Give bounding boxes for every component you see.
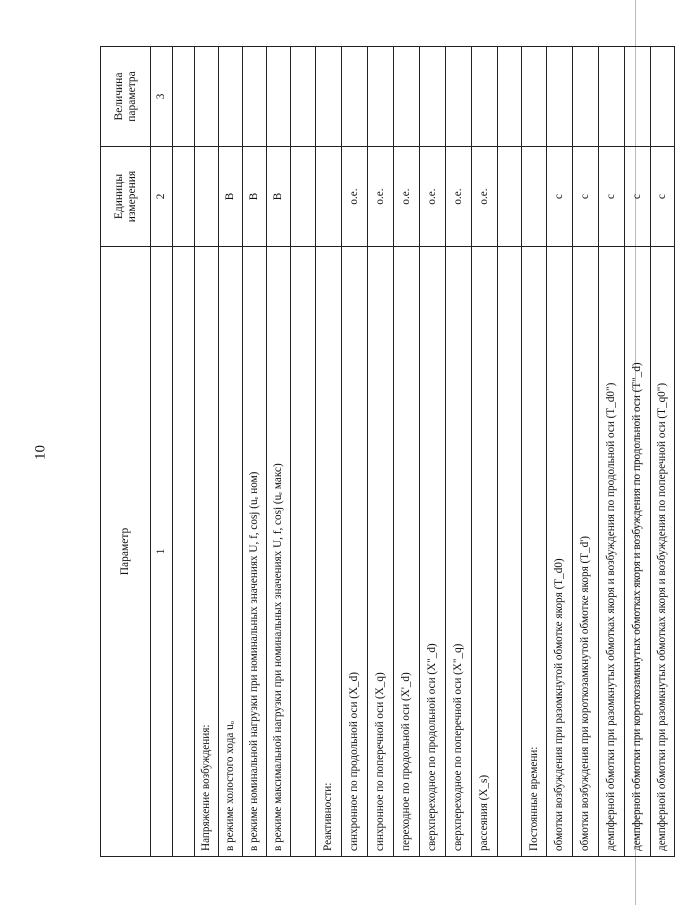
unit-cell: с	[651, 147, 675, 247]
value-cell	[219, 47, 243, 147]
table-row	[522, 47, 547, 857]
unit-cell: с	[573, 147, 599, 247]
table-body	[173, 47, 675, 857]
value-cell	[599, 47, 625, 147]
value-cell	[368, 47, 394, 147]
unit-cell: о.е.	[472, 147, 498, 247]
value-cell	[573, 47, 599, 147]
unit-cell: В	[267, 147, 291, 247]
param-cell: в режиме холостого хода uₒ	[219, 247, 243, 857]
value-cell	[498, 47, 522, 147]
header-parameter: Параметр	[101, 247, 151, 857]
param-cell: демпферной обмотки при разомкнутых обмотках якоря и возбуждения по продольной оси (T_d0")	[599, 247, 625, 857]
table-row	[599, 47, 625, 857]
param-cell	[173, 247, 195, 857]
unit-cell	[173, 147, 195, 247]
table-row	[267, 47, 291, 857]
unit-cell	[316, 147, 342, 247]
column-number: 2	[151, 147, 173, 247]
value-cell	[316, 47, 342, 147]
unit-cell: о.е.	[342, 147, 368, 247]
param-cell: Постоянные времени:	[522, 247, 547, 857]
param-cell	[291, 247, 316, 857]
unit-cell	[522, 147, 547, 247]
header-value: Величина параметра	[101, 47, 151, 147]
value-cell	[651, 47, 675, 147]
param-cell: сверхпереходное по поперечной оси (X"_q)	[446, 247, 472, 857]
table-row	[243, 47, 267, 857]
value-cell	[446, 47, 472, 147]
param-cell: демпферной обмотки при короткозамкнутых обмотках якоря и возбуждения по продольной оси (T"_d)	[625, 247, 651, 857]
table-row	[420, 47, 446, 857]
param-cell: обмотки возбуждения при короткозамкнутой обмотке якоря (T_d')	[573, 247, 599, 857]
unit-cell: В	[243, 147, 267, 247]
value-cell	[267, 47, 291, 147]
param-cell: сверхпереходное по продольной оси (X"_d)	[420, 247, 446, 857]
table-row	[498, 47, 522, 857]
column-number: 3	[151, 47, 173, 147]
param-cell: в режиме номинальной нагрузки при номинальных значениях U, f, cosj (uₑ ном)	[243, 247, 267, 857]
value-cell	[291, 47, 316, 147]
value-cell	[173, 47, 195, 147]
unit-cell: о.е.	[420, 147, 446, 247]
table-row	[573, 47, 599, 857]
value-cell	[195, 47, 219, 147]
param-cell: Напряжение возбуждения:	[195, 247, 219, 857]
unit-cell: В	[219, 147, 243, 247]
table-row	[446, 47, 472, 857]
unit-cell: о.е.	[394, 147, 420, 247]
table-row	[625, 47, 651, 857]
value-cell	[522, 47, 547, 147]
param-cell: переходное по продольной оси (X'_d)	[394, 247, 420, 857]
parameters-table	[100, 46, 675, 857]
table-row	[219, 47, 243, 857]
param-cell	[498, 247, 522, 857]
param-cell: синхронное по поперечной оси (X_q)	[368, 247, 394, 857]
page-number: 10	[32, 445, 49, 460]
column-number-row	[151, 47, 173, 857]
table-row	[316, 47, 342, 857]
value-cell	[472, 47, 498, 147]
rotated-table-wrapper	[100, 47, 669, 857]
value-cell	[625, 47, 651, 147]
table-row	[342, 47, 368, 857]
table-row	[291, 47, 316, 857]
table-row	[195, 47, 219, 857]
unit-cell	[291, 147, 316, 247]
param-cell: обмотки возбуждения при разомкнутой обмотке якоря (T_d0)	[547, 247, 573, 857]
param-cell: синхронное по продольной оси (X_d)	[342, 247, 368, 857]
param-cell: в режиме максимальной нагрузки при номинальных значениях U, f, cosj (uₑ макс)	[267, 247, 291, 857]
value-cell	[342, 47, 368, 147]
value-cell	[243, 47, 267, 147]
header-row	[101, 47, 151, 857]
unit-cell: с	[547, 147, 573, 247]
value-cell	[394, 47, 420, 147]
unit-cell: с	[599, 147, 625, 247]
table-row	[651, 47, 675, 857]
unit-cell: о.е.	[446, 147, 472, 247]
table-row	[472, 47, 498, 857]
value-cell	[420, 47, 446, 147]
header-units: Единицы измерения	[101, 147, 151, 247]
param-cell: демпферной обмотки при разомкнутых обмотках якоря и возбуждения по поперечной оси (T_q0")	[651, 247, 675, 857]
unit-cell: о.е.	[368, 147, 394, 247]
column-number: 1	[151, 247, 173, 857]
unit-cell: с	[625, 147, 651, 247]
param-cell: рассеяния (X_s)	[472, 247, 498, 857]
table-row	[368, 47, 394, 857]
table-row	[394, 47, 420, 857]
unit-cell	[498, 147, 522, 247]
unit-cell	[195, 147, 219, 247]
table-row	[173, 47, 195, 857]
value-cell	[547, 47, 573, 147]
table-row	[547, 47, 573, 857]
param-cell: Реактивности:	[316, 247, 342, 857]
